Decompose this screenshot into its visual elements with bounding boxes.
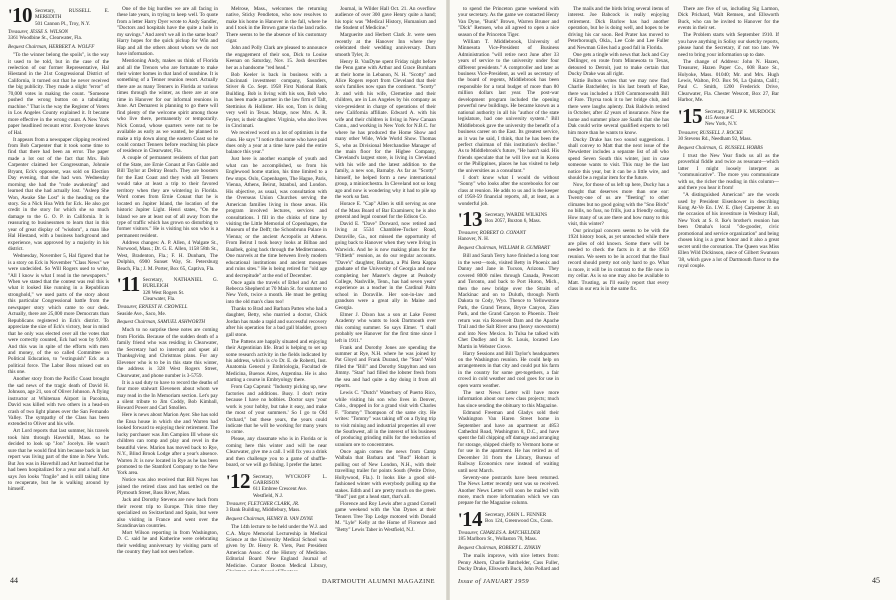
bequest-chairman-line: Bequest Chairman, ROBERT L. ZINKIN bbox=[458, 544, 541, 551]
paragraph: The Pattens are happily situated and enjoying their Argentinian life. Brad is helping to set up some research activity in the fields indicated by his address, which is c/o Dr. E. de Roberti, Inst. Anatomia General y Embriologia, Facultad de Medicina, Buenos Aires, Argentina. He is also starting a course in Embryology there. bbox=[226, 338, 327, 384]
treasurer-line: Treasurer, ERNEST H. CROWELL Seaside Ave., Saco, Me. bbox=[117, 304, 188, 317]
paragraph: David E. "Dave" Dorward, now retired and living at 5534 Chamblee-Tucker Road, Doraville, Ga., not missed the opportunity of going back to Hanover when they were living in Warwick. And he is now making plans for the "Fiftieth" reunion, as do our regular accounts. "Dave's" daughter, Barbara, a Phi Beta Kappa graduate of the University of Georgia and now completing her Master's degree at Peabody College, Nashville, Tenn., has had seven years' experience as a teacher in the Cardinal Palm school in Doraville. Her son-in-law and grandson were a great ally in Maine and Georgia. bbox=[335, 220, 436, 311]
paragraph: Much to no surprise these notes are coming from Florida. Because of the sudden death of a family friend who was residing in Clearwater, the Secretary had to interrupt and upset all Thanksgiving and Christmas plans. For any Elevener who is to be in this state this winter, the address is 328 West Rogers Street, Clearwater, and phone number is 3-5759. bbox=[117, 327, 218, 379]
class-1914-heading bbox=[458, 506, 559, 531]
paragraph: Edmund Freeman and Gladys sold their Washington Van Haren Street home in September and have an apartment at 4853 Cathedral Road, Washington 8, D.C., and have spent the fall chipping off damage and arranging for storage, shipped chiefly to Vermont home or for use in the apartment. He has retired as of December 31 from the Library, Bureau of Railway Economics now instead of waiting until next March. bbox=[458, 409, 559, 474]
class-1913-heading bbox=[458, 207, 559, 232]
paragraph: Ducky Drake has two sound suggestions. I shall convey to Matt that the next issue of the Newsletter includes a separate list of all who spend Seven South this winter, just in case someone wants to visit. This may be the last notice this year, but it can be a little wire, and should be a regular item for the future. bbox=[568, 136, 669, 182]
paragraph: Bob Keeler is back in business with a Cincinnati investment company, Saunders, Stiver & Co. Sept. 1958 First National Bank Building. Bob is living with his son, Bob who has been made a partner in the law firm of Taft, Stettinius & Hollister. His son, Tom is doing very well in Texas. Marge, now Mrs. A. R. Feyter, is their daughter. Virginia, who also lives in Cincinnati. bbox=[226, 71, 327, 130]
paragraph: Mort Wilson reporting in from Washington, D. C. said he and Katherine were celebrating their wedding anniversary by visiting parts of the country they had not seen before. bbox=[117, 530, 218, 556]
class-secretary-info: Secretary, PHILIP K. MURDOCK 415 Avenue C New York, N.Y. bbox=[704, 108, 776, 128]
column-3 bbox=[226, 6, 327, 571]
paragraph: John and Polly Clark are pleased to announce the engagement of their son, Dick to Louise Keenan on Saturday, Nov. 15. Josh describes her as a handsome "red head." bbox=[226, 45, 327, 71]
left-page-number: 44 bbox=[10, 576, 18, 585]
paragraph: The Problem starts with September 1910. If you have anything in Solisy our sketchy reports, please hand the Secretary, if not too late. We need to bring your information up to date. bbox=[678, 32, 779, 58]
treasurer-line: Treasurer, ROBERT O. CONANT Hanover, N. H. bbox=[458, 230, 526, 243]
bequest-chairman-line: Bequest Chairman, HERBERT A. WOLFF bbox=[8, 43, 95, 50]
paragraph: Now, for those of us left up here, Ducky has a thought that deserves more than one ear: Twenty-one of us are "fleeting" to other climates but no good going with the "Sno Birds" no bills, no fuss, no frills, just a friendly outing. How many of us are there and how many to this visit, this winter? bbox=[568, 182, 669, 227]
bequest-chairman-line: Bequest Chairman, SAMUEL ASHWORTH bbox=[117, 319, 206, 326]
paragraph: One gets a tingle with news that Jack and Coy Dellinger, en route from Minnesota to Texas, detoured to Detroit, just to make certain that Ducky Drake was all right. bbox=[568, 51, 669, 78]
paragraph: Here is news about Marion Ayer. She has sold the Ensa house in which she and Warren had looked forward to enjoying their retirement. The lucky purchaser was Jim Campion III whose six children can romp and play and revel in the beautiful view. Marion has moved back to Rye, N.Y., Blind Brook Lodge after a year's absence. Warren Jr. is now located in Rye as he has been promoted to the Stamford Company to the New York area. bbox=[117, 412, 218, 477]
class-year-number: '14 bbox=[458, 506, 482, 531]
paragraph: I trust the New Year finds us all as the proverbial fiddle and twice as resonant—which latter I might loosely interpret as "communicative". The more you communicate with us, the richer the reading in this column—and there you hear it from! bbox=[678, 152, 779, 192]
class-year-number: '10 bbox=[8, 6, 32, 27]
paragraph: Mentioning Andy, makes us think of Florida and all the Trenors who are fortunate to make their winter homes in that land of sunshine. It is something of a Tenner reunion resort. Actually there are as many Tenners in Florida at various times through the winter, as there are at one time in Hanover for our informal reunions in June. Art Demarest is planning to go there will find plenty of the welcome spirit among those who live there, permanently or temporarily. Nick Conrad, whose quarters were not to be available as early as we wanted, be planned to make a trip down along the eastern Coast so he could contact Tenners before reaching his place of residence in Clearwater, Fla. bbox=[117, 58, 218, 155]
paragraph: The mails improve, with nice letters from: Penny Ahern, Charlie Batchelder, Cass Fuller, Ducky Drake, Ellsworth Buck, John Pollard and bbox=[458, 553, 559, 571]
paragraph: Melrose, Mass., welcomes the returning native, Sticky Pendleton, who now resolves to make his home in Hanover in the fall, where he and I took in the Brown game via the land radio. There seems to be the absence of his customary cigar. bbox=[226, 6, 327, 45]
paragraph: One of the big hurdles we are all facing in these late years, in trying to keep well. To quote from a letter Harry Dyer wrote to Andy Sandler, "Doctors and hospitals have the quite a hole in my savings." And aren't we all in the same boat? Harry hopes for the quick pickup for Win and Hap and all the others about whom we do not have information. bbox=[117, 6, 218, 58]
class-1911-heading bbox=[117, 272, 218, 302]
column-6 bbox=[568, 6, 669, 571]
treasurer-line: Treasurer, FLETCHER CLARK, JR. 3 Bank Building, Middlebury, Mass. bbox=[226, 500, 301, 514]
page-gutter bbox=[446, 0, 450, 600]
paragraph: The change of Address: John N. Hazen, Treasurer, Hazen Paper Co., 608 Race St., Holyoke, Mass. 01040; Mr. and Mrs. Hugh Lewis, Walton, P.O. Box 96, La Quinta, Calif.; Paul C. Smith, 1200 Frederick Drive, Clearwater, Fla. Chester Wescott, Box 27, Bar Harbor, Me. bbox=[678, 58, 779, 104]
paragraph: Marguerite and Herbert Clark Jr. were seen recently at the Hanover Inn where they celebrated their wedding anniversary. Durn smooth Tyler, Jr. bbox=[335, 32, 436, 58]
bequest-chairman-line: Bequest Chairman, HENRY B. VAN DYNE bbox=[226, 515, 314, 522]
magazine-title-footer: DARTMOUTH ALUMNI MAGAZINE bbox=[322, 578, 435, 585]
column-5 bbox=[458, 6, 559, 571]
paragraph: Our principal concern seems to be with the 1924 history book, as yet untouched while there are piles of old known. Some there will be needed to check the facts in it at the 1959 reunion. We seem to be in accord that the final record should pretty not only hard to go. What is more, it will be in contrast to the file now in my cellar. As is so one may also be available to Matt. Trusting, as I'll easily report that every class in our era is in the same fix. bbox=[568, 227, 669, 292]
issue-date-footer: Issue of JANUARY 1959 bbox=[458, 578, 529, 585]
class-year-number: '15 bbox=[678, 103, 702, 128]
paragraph: From Cap Capruni: "Industry picking up, new factories and additions. Busy. I don't retire because I have no hobbies. Doctor says 'your work is your hobby, but take it easy, and make the most of your summers.' So I go to Old Orchard," but these years, the years could indicate that he will be working for many years to come. bbox=[226, 384, 327, 436]
class-1915-heading bbox=[678, 103, 779, 128]
class-secretary-info: Secretary, WARDE WILKINS Box 2057, Buxton 6, Mass. bbox=[484, 212, 548, 225]
class-year-number: '12 bbox=[226, 468, 250, 493]
paragraph: "A distinguished American" are the words used by President Eisenhower in describing Kong At-Ve En. I.W. E. (Ike) Carpenter Jr. on the occasion of his investiture in Wesbury Hall, New York at S. 8. Ike's brother's reunion has been Omaha's local "do-gooder, civic promotional and service organization" and being chosen king is a great honor and it also a great secret until the coronation. The Queen was Miss Ellen Wild Dickinson, niece of Gilbert Swanson '38, which gave a lot of Dartmouth flavor to the royal couple. bbox=[678, 192, 779, 270]
paragraph: I don't know what I would do without "Sonny" who looks after the scorebooks for our class at reunion. He adds to us and is the keeper of 1958-59 financial reports, all, at least, as a wonderful job. bbox=[458, 174, 559, 207]
paragraph: Once again the travels of Ethel and Art and Rebecca Shepherd at 70 Main St. for summer to New York, twice a month. He must be getting into the old man's class too! bbox=[226, 279, 327, 305]
paragraph: Henry B. VanDyne spent Friday night before the Penn game with Arthur and Grace Burnham at their home in Lebanon, N. H. "Scotty" and Alice Rogers report from Cleveland that their son's families now span the continent. "Scotty" Jr. and with his wife, Clemetine and their children, are in Los Angeles by his company as vice-president in charge of operations of their new California affiliate. Edward A. with his wife and their children is living in New Canaan Conn., and working in New York for N.B.C. for where he has produced the Home Show and many other Wide, Wide World Show. Thomas S., who as Divisional Merchandise Manager of the main floor for the Higbee Company, Cleveland's largest store, is living in Cleveland with his wife and the latest addition to the family, a new son, Barnaby. As far as "Scotty" himself, he helped form a new international group, a miniorchestra. In Cleveland not so long ago and now is wondering why it had to pile up the work so fast. bbox=[335, 58, 436, 201]
paragraph: William T. Middlebrook, University of Minnesota Vice-President of Business Administration "will retire next June after 33 years of service to the university under four different presidents." A comptroller and later as business Vice-President, as well as secretary of the board of regents, Middlebrook has been responsible for a total budget of more than 80 million dollars last year. The post-war development program included the opening powerful new buildings. He became known as a national authority in all his "author of the state legislature, had one university system." Bill Middlebrook gave the university the benefit of a business career on the East. Its greatest service, as it was he said, I think, that he has been the perfect chairman of this institution's decline." As to Middlebrook's future, "He hasn't said. His friends speculate that he will live out in Korea or the Philippines, places he has visited to help the universities as a consultant." bbox=[458, 38, 559, 174]
treasurer-line: Treasurer, RUSSELL J. ROCKE 30 Stevens Rd., Needham 92, Mass. bbox=[678, 129, 752, 143]
paragraph: Jack and Dorothy Stevens are now back from their recent trip to Europe. This time they specialized on Switzerland and Spain, but were also visiting in France and went over the Scandinavian countries. bbox=[117, 497, 218, 530]
paragraph: Another story from the Pacific Coast brought the sad news of the tragic death of David H. Johnson, age 21, son of Oliver Johnson. A flying instructor at Whiteman Airport in Pacoima, David was killed with two others in a head-on crash of two light planes over the San Fernando Valley. The sympathy of the Class has been extended to Oliver and his wife. bbox=[8, 376, 109, 428]
class-secretary-info: Secretary, RUSSELL E. MEREDITH 501 Cannon Pl., Troy, N.Y. bbox=[34, 8, 109, 27]
paragraph: The 14th lecture to be held under the W.J. and C.A. Mayo Memorial Lectureship in Medical Science at the University Medical School was given by Dr. Henry R. Viets, Past President American Assoc. of the History of Medicine. Editorial Board New England Journal of Medicine. Curator Boston Medical Library, bbox=[226, 524, 327, 569]
paragraph: A couple of permanent residents of that part of the State, are Ernie Conaut at Fan Gable and Bill Taylor at Delray Beach. They are boosters for the East Coast and they wish all Tenners would take at least a trip to their favored territory when they are wintering in Florida. Word comes from Ernie Conaut that he is located on Jupiter Island, the location of the historic Jupiter Light. Henri states, "On the Island we are at least out of all away from the type of traffic which has grown so disturbing to former visitors." He is visiting his son who is a permanent resident. bbox=[117, 155, 218, 239]
paragraph: Once again comes the news from Camp Walbala that Barbara and "Bud" Hobart is pulling out of New London, N.H., with their travelling trailer for points South (Petite Drive, Hollywood, Fla.). It looks like a good old-fashioned winter with everybody pulling up the stakes. Edith and I are pretty much on the green. "Bud" just got a head start, that's all. bbox=[335, 448, 436, 500]
paragraph: The next News Letter will have more information about our new class projects; much has since sending the obituary to this Magazine. bbox=[458, 389, 559, 409]
class-year-number: '11 bbox=[117, 272, 140, 297]
class-secretary-info: Secretary, WYCKOFF L. GARRISON 611 Embree Crescent Ave. Westfield, N.J. bbox=[252, 473, 327, 499]
column-2 bbox=[117, 6, 218, 571]
paragraph: "To the winner belong the spoils", is the way it used to be told, but in the case of the reelection of our former Representative, Hal Hiestand in the 21st Congressional District of California, it turned out that he never received the big publicity. They made a slight "error" of 70,000 votes in making the count. "Someone pushed the wrong button on a tabulating machine." That is the way the Register of Voters in Los Angeles County explained it. It became more effective in the wrong count. A New York paper headlined recount error. Everyone knows of Hal. bbox=[8, 52, 109, 136]
paragraph: Just here is another example of youth and what can be accomplished, so from his Englewood home station, his time limited to a few stops. Oslo, Copenhagen, The Hague, Paris, Vienna, Athens, Beirut, Istanbul, and London. His objective, as usual, was consultation with the Overseas Union Churches serving the American families living in those areas. His program involved lectures, services and consultations. I fill in the chinks of time by visiting the Little Memorial of Copenhagen, the Museum of the Delft; the Schonbrunn Palace in Vienna; or the ancient Acropolis at Athens. From Beirut I took heavy looks at Bilbao and Baalbek, going back through the Mediterranean. One marvels at the time between lively modern educational institutions and ancient mosques and ruins sites." He is being retired for "old age and decrepitude" at the end of December. bbox=[226, 156, 327, 279]
right-page-number: 45 bbox=[872, 576, 880, 585]
paragraph: to spend the Princeton game weekend with your secretary. As the game we contacted Henry Van Dyne, "Bunk" Brown, Warren Bruner and "Dick" Remsen, who all agreed to open a nice season of the Princeton Tiger. bbox=[458, 6, 559, 38]
paragraph: Seventy-one postcards have been returned. The News Letter recently sent was so received. Another News Letter will soon be mailed with more, much more information which we can prepare for the Magazine column. bbox=[458, 474, 559, 507]
paragraph: We received word on a lot of optimists in the class. He says "I notice that some who have paid dues only a year at a time have paid the entire balance this year." bbox=[226, 130, 327, 156]
paragraph: Lewis C. "Dutch" Waterbury of Puerto Rico, while visiting his son who lives in Denver, Colo., dropped in for a grand visit with Charles F. "Tommy" Thompson of the same city. He writes: "Tommy" was taking off on a flying trip to visit mining and industrial properties all over the Southwest, all in the interest of his business of producing grinding mills for the reduction of uranium ore to concentrates. bbox=[335, 390, 436, 448]
paragraph: Art Lord reports that last summer, his travels took him through Haverhill, Mass. so he decided to look up "Jon" Jocelyn. He wasn't sure that he would find him because back in last report was living part of the time in New York. But Jon was in Haverhill and Art learned that he had been hospitalized for a year and a half. Art says Jon looks "fragile" and is still taking time to recuperate, but he is walking around by himself. bbox=[8, 428, 109, 493]
paragraph: Kittie Bolton writes that we may now find Charlie Batchelder, in his last breath of Rae, there was included a 1920 Commonwealth Bill of Fare. Thyrsa took it to her bridge club, and there were laughs aplenty. Dak Baldwin retired in October, after 42 years of insurance. Now the home and summer place are Saathi that she has Dak could write several qualified experts to tell him more than he wants to know. bbox=[568, 77, 669, 136]
paragraph: Horace E. "Cap" Allen is still serving as one of the Mass Board of Bar Examiners; he is also general and legal counsel for the Edison Co. bbox=[335, 201, 436, 220]
class-1910-heading bbox=[8, 7, 109, 27]
column-4 bbox=[335, 6, 436, 571]
paragraph: It is a sad duty to have to record the deaths of four more stalwart Eleveners about whom we may read in the In Memoriam section. Let's pay a silent tribute to Jim Coddy, Bob Kimball, Howard Power and Carl Smollen. bbox=[117, 379, 218, 412]
paragraph: There are five of us, including Sig Larmon, Dick Prichard, Walt Remsen, and Ellsworth Buck, who can be invited to Hanover for the events in their set. bbox=[678, 6, 779, 32]
bequest-chairman-line: Bequest Chairman, WILLIAM B. GUMBART bbox=[458, 244, 550, 251]
paragraph: The mails and the birds bring several items of interest. Joe Babcock is really enjoying retirement. Dick Barlow has had another operation, but he is doing well, and hopes to be driving his car soon. Red Prater has moved to Peterborough, Okla., Lee Cole and Lee Fuller and Newman Giles had a good fall in Florida. bbox=[568, 6, 669, 51]
column-1 bbox=[8, 6, 109, 571]
paragraph: Florence and Roy Lewis after a grand Cornell game weekend with the Van Dynes at their Tenners Tree Top Lodge motored with Donald M. "Lyle" Kelly at the Home of Florence and "Betty" Lewis Taber in Westfield, N.J. bbox=[335, 500, 436, 533]
class-1912-heading bbox=[226, 468, 327, 499]
paragraph: Please, any classmate who is in Florida or is coming here this winter and will be near Clearwater, give me a call. I will fix you a drink and then challenge you to a game of shuffle-board, or we will go fishing. I prefer the latter. bbox=[226, 436, 327, 469]
class-secretary-info: Secretary, JOHN L. FENNER Box 124, Greenwood Cts., Conn. bbox=[484, 511, 553, 525]
treasurer-line: Treasurer, CHARLES A. BATCHELDER 185 Marlboro St., Wollaston 70, Mass. bbox=[458, 529, 541, 543]
class-year-number: '13 bbox=[458, 207, 482, 232]
paragraph: Address changes: A. P. Allen, 4 Walgate St., Norwood, Mass.; Dr. G. E. Allen, 1158 58th St., West, Bradenton, Fla.; F. H. Dunham, The Dolphin, 6900 Sunset Way, St. Petersburg Beach, Fla.; J. M. Porter, Box 65, Captiva, Fla. bbox=[117, 239, 218, 272]
class-secretary-info: Secretary, NATHANIEL G. BURLEIGH 328 West Rogers St. Clearwater, Fla. bbox=[142, 277, 218, 302]
paragraph: Notice was also received that Bill Noyes has joined the retired class and has settled on the Plymouth Street, Bass River, Mass. bbox=[117, 477, 218, 497]
paragraph: Wednesday, November 5, Hal figured that he is a story on Eck in November "Class News" we were undecided. So Will Rogers used to write, "All I know is what I read in the newspapers." When we stated that the contest was real this is what it looked like running in a Republican stronghold," we used parts of the story about this particular Congressional battle from the newspaper story which came to our desk. Actually, there are 25,000 more Democrats than Republicans registered in Eck's district. To appreciate the size of Eck's victory, bear in mind that he only was elected over all the votes that were correctly counted, Eck had won by 9,000. And this was in spite of the efforts with men and money, of the so called Committee on Political Education, to "extinguish" Eck as a political force. The Labor Boss missed out on this one. bbox=[8, 253, 109, 376]
paragraph: Frank and Dorothy Jones are spending the summer at Rye, N.H. where he was joined by Pat Gloyd and Frank Durand, the "Stan" Wold filled the "Bill" and Dorothy Stapylton and son Jimmy. "Stan" had filled the lobster fresh from the sea and had quite a day doing it from all reports. bbox=[335, 344, 436, 390]
paragraph: It appears from a newspaper clipping received from Bob Carpenter that it took some time to find that there had been an error. The paper made a lot out of the fact that Mrs. Bob Carpenter claimed her Congressman, Johnnie Bryant, Eck's opponent, was sold on Election Day evening, that she had won. Wednesday morning she had the "rude awakening" and learned that she had actually lost. "Asleep She Won, Awake She Lost" is the heading on the story. So a Nick Hoa With for Eck. He also got credit in the story for which she so much damage to the G. O. P. in California. It is reassuring to businessmen to learn that in this year of great display of "wisdom", a man like Hal Hiestand, with a business background and experience, was approved by a majority in his district. bbox=[8, 136, 109, 253]
bequest-chairman-line: Bequest Chairman, G. RUSSELL HOBBS bbox=[678, 144, 763, 151]
paragraph: Harry Sessions and Bill Taylor's headquarters on the Washington reunion. He could help on arrangements in that city and could put his farm in the country for some get-togethers, a fair crowd in cold weather and cool goes for use in open warm weather. bbox=[458, 350, 559, 389]
treasurer-line: Treasurer, JESSE S. WILSON 3361 Woodbine St., Clearwater, Fla. bbox=[8, 28, 82, 42]
paragraph: Bill and Sarah Terry have finished a long tour in the west—took, visited Betty in Phoenix and Danny and Jane in Tucson, Arizona. They covered 8000 miles through Canada, Prescott and Toronto, and back to Port Huron, Mich., then the new bridge over the Straits of Mackinac and on to Duluth, through North Dakota to Cody, Wyo. Thence to Yellowstone Park, the Grand Tetons, Bryce Canyon, Zion Park, and the Grand Canyon to Phoenix. Their return was via Roosevelt Dam and the Apache Trail and the Salt River area (heavy snowstorm) and into New Mexico. In Tulsa he talked with Chet Dudley and in St. Louis, located Leo Martin in Webster Grove. bbox=[458, 253, 559, 350]
paragraph: Journal, in Wilder Hall Oct. 21. An overflow audience of over 300 gave Henry quite a hand; his topic was "Medical History, Humanism and the Student of Medicine." bbox=[335, 6, 436, 32]
column-7 bbox=[678, 6, 779, 571]
paragraph: Thanks to Brad and Barbara Patten who had a daughter, Betty, who married a doctor, Chick Jordan has made a rapid and successful recovery after his operation for a bad gall bladder, grown gall stone. bbox=[226, 305, 327, 338]
paragraph: Elmer J. Dixon has a son at Lake Forest Academy who wants to look Dartmouth over this coming summer. So says Elmer. "I shall probably see Hanover for the first time since I left in 1911." bbox=[335, 311, 436, 344]
